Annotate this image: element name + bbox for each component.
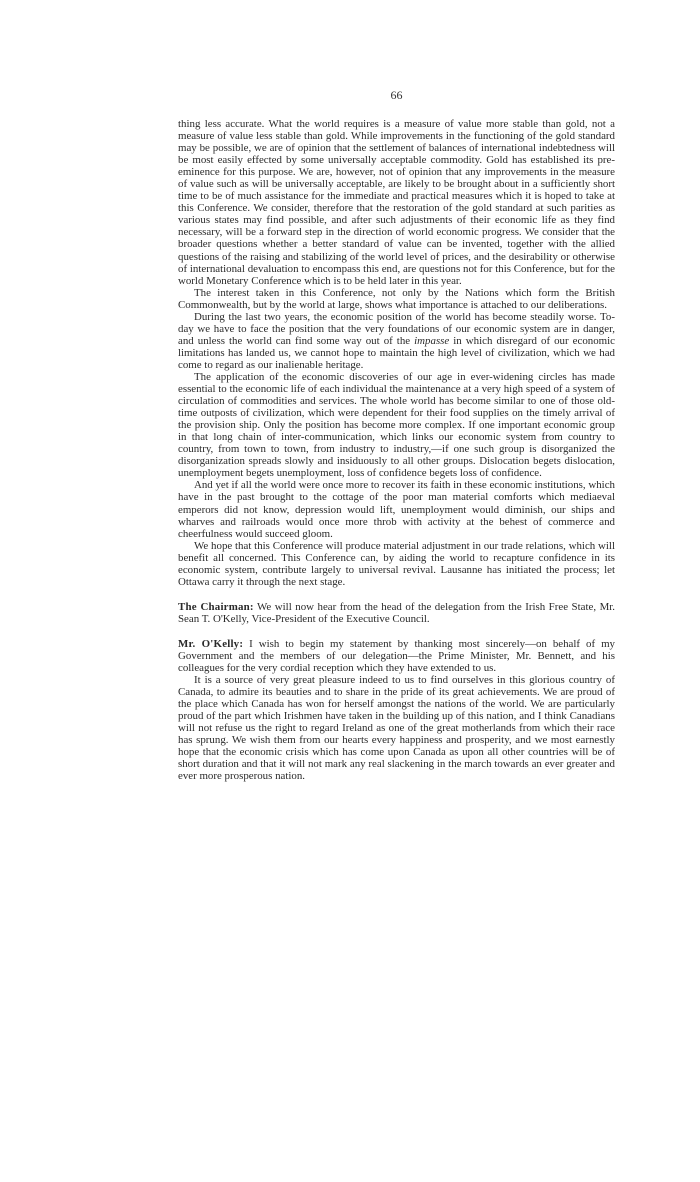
paragraph-trade-relations: We hope that this Conference will produce material adjustment in our trade relations, which will benefit all concerned. This Conference can, by aiding the world to recapture confidence in its economic system, contribute largely to universal revival. Lausanne has initiated the process; let Ottawa carry it through the next stage. <box>178 539 615 588</box>
chairman-text: We will now hear from the head of the delegation from the Irish Free State, Mr. Sean T. O'Kelly, Vice-President of the Executive Council. <box>178 600 615 625</box>
impasse-emphasis: impasse <box>414 334 450 347</box>
paragraph-interest: The interest taken in this Conference, not only by the Nations which form the British Commonwealth, but by the world at large, shows what importance is attached to our deliberations. <box>178 286 615 311</box>
document-page <box>178 88 615 782</box>
paragraph-economic-position-before: During the last two years, the economic position of the world has become steadily worse. To-day we have to face the position that the very foundations of our economic system are in danger, and unless the world can find some way out of the <box>178 310 615 347</box>
paragraph-economic-position <box>178 311 615 371</box>
okelly-statement <box>178 638 615 674</box>
paragraph-canada: It is a source of very great pleasure indeed to us to find ourselves in this glorious country of Canada, to admire its beauties and to share in the pride of its great achievements. We are proud of the place which Canada has won for herself amongst the nations of the world. We are particularly proud of the part which Irishmen have taken in the building up of this nation, and I think Canadians will not refuse us the right to regard Ireland as one of the great motherlands from which their race has sprung. We wish them from our hearts every happiness and prosperity, and we most earnestly hope that the economic crisis which has come upon Canada as upon all other countries will be of short duration and that it will not mark any real slackening in the march towards an ever greater and ever more prosperous nation. <box>178 674 615 783</box>
section-gap <box>178 625 615 638</box>
paragraph-gold-standard: thing less accurate. What the world requires is a measure of value more stable than gold, not a measure of value less stable than gold. While improvements in the functioning of the gold standard may be possible, we are of opinion that the settlement of balances of international indebtedness will be most easily effected by some universally acceptable commodity. Gold has established its pre-eminence for this purpose. We are, however, not of opinion that any improvements in the measure of value such as will be universally acceptable, are likely to be brought about in a sufficiently short time to be of much assistance for the immediate and practical measures which it is hoped to take at this Conference. We consider, therefore that the restoration of the gold standard at such parities as various states may find possible, and after such adjustments of their economic life as they find necessary, will be a forward step in the direction of world economic progress. We consider that the broader questions whether a better standard of value can be invented, together with the allied questions of the raising and stabilizing of the world level of prices, and the desirability or otherwise of international devaluation to encompass this end, are questions not for this Conference, but for the world Monetary Conference which is to be held later in this year. <box>178 118 615 287</box>
paragraph-economic-position-after: in which disregard of our economic limitations has landed us, we cannot hope to maintain the high level of civilization, which we had come to regard as our inalienable heritage. <box>178 334 615 371</box>
paragraph-economic-discoveries: The application of the economic discoveries of our age in ever-widening circles has made essential to the economic life of each individual the maintenance at a very high speed of a system of circulation of commodities and services. The whole world has become similar to one of those old-time outposts of civilization, which were dependent for their food supplies on the timely arrival of the provision ship. Only the position has become more complex. If one important economic group in that long chain of inter-communication, which links our economic system from country to country, from town to town, from industry to industry,—if one such group is disorganized the disorganization spreads slowly and insiduously to all other groups. Dislocation begets dislocation, unemployment begets unemployment, loss of confidence begets loss of confidence. <box>178 370 615 480</box>
chairman-statement <box>178 601 615 625</box>
page-number: 66 <box>390 88 403 102</box>
section-gap <box>178 588 615 601</box>
paragraph-faith: And yet if all the world were once more to recover its faith in these economic institutions, which have in the past brought to the cottage of the poor man material comforts which mediaeval emperors did not know, depression would lift, unemployment would diminish, our ships and wharves and railroads would once more throb with activity at the behest of commerce and cheerfulness would succeed gloom. <box>178 479 615 540</box>
chairman-speaker-label: The Chairman: <box>178 600 254 613</box>
okelly-text: I wish to begin my statement by thanking most sincerely—on behalf of my Government and the members of our delegation—the Prime Minister, Mr. Bennett, and his colleagues for the very cordial reception which they have extended to us. <box>178 637 615 675</box>
okelly-speaker-label: Mr. O'Kelly: <box>178 637 244 650</box>
